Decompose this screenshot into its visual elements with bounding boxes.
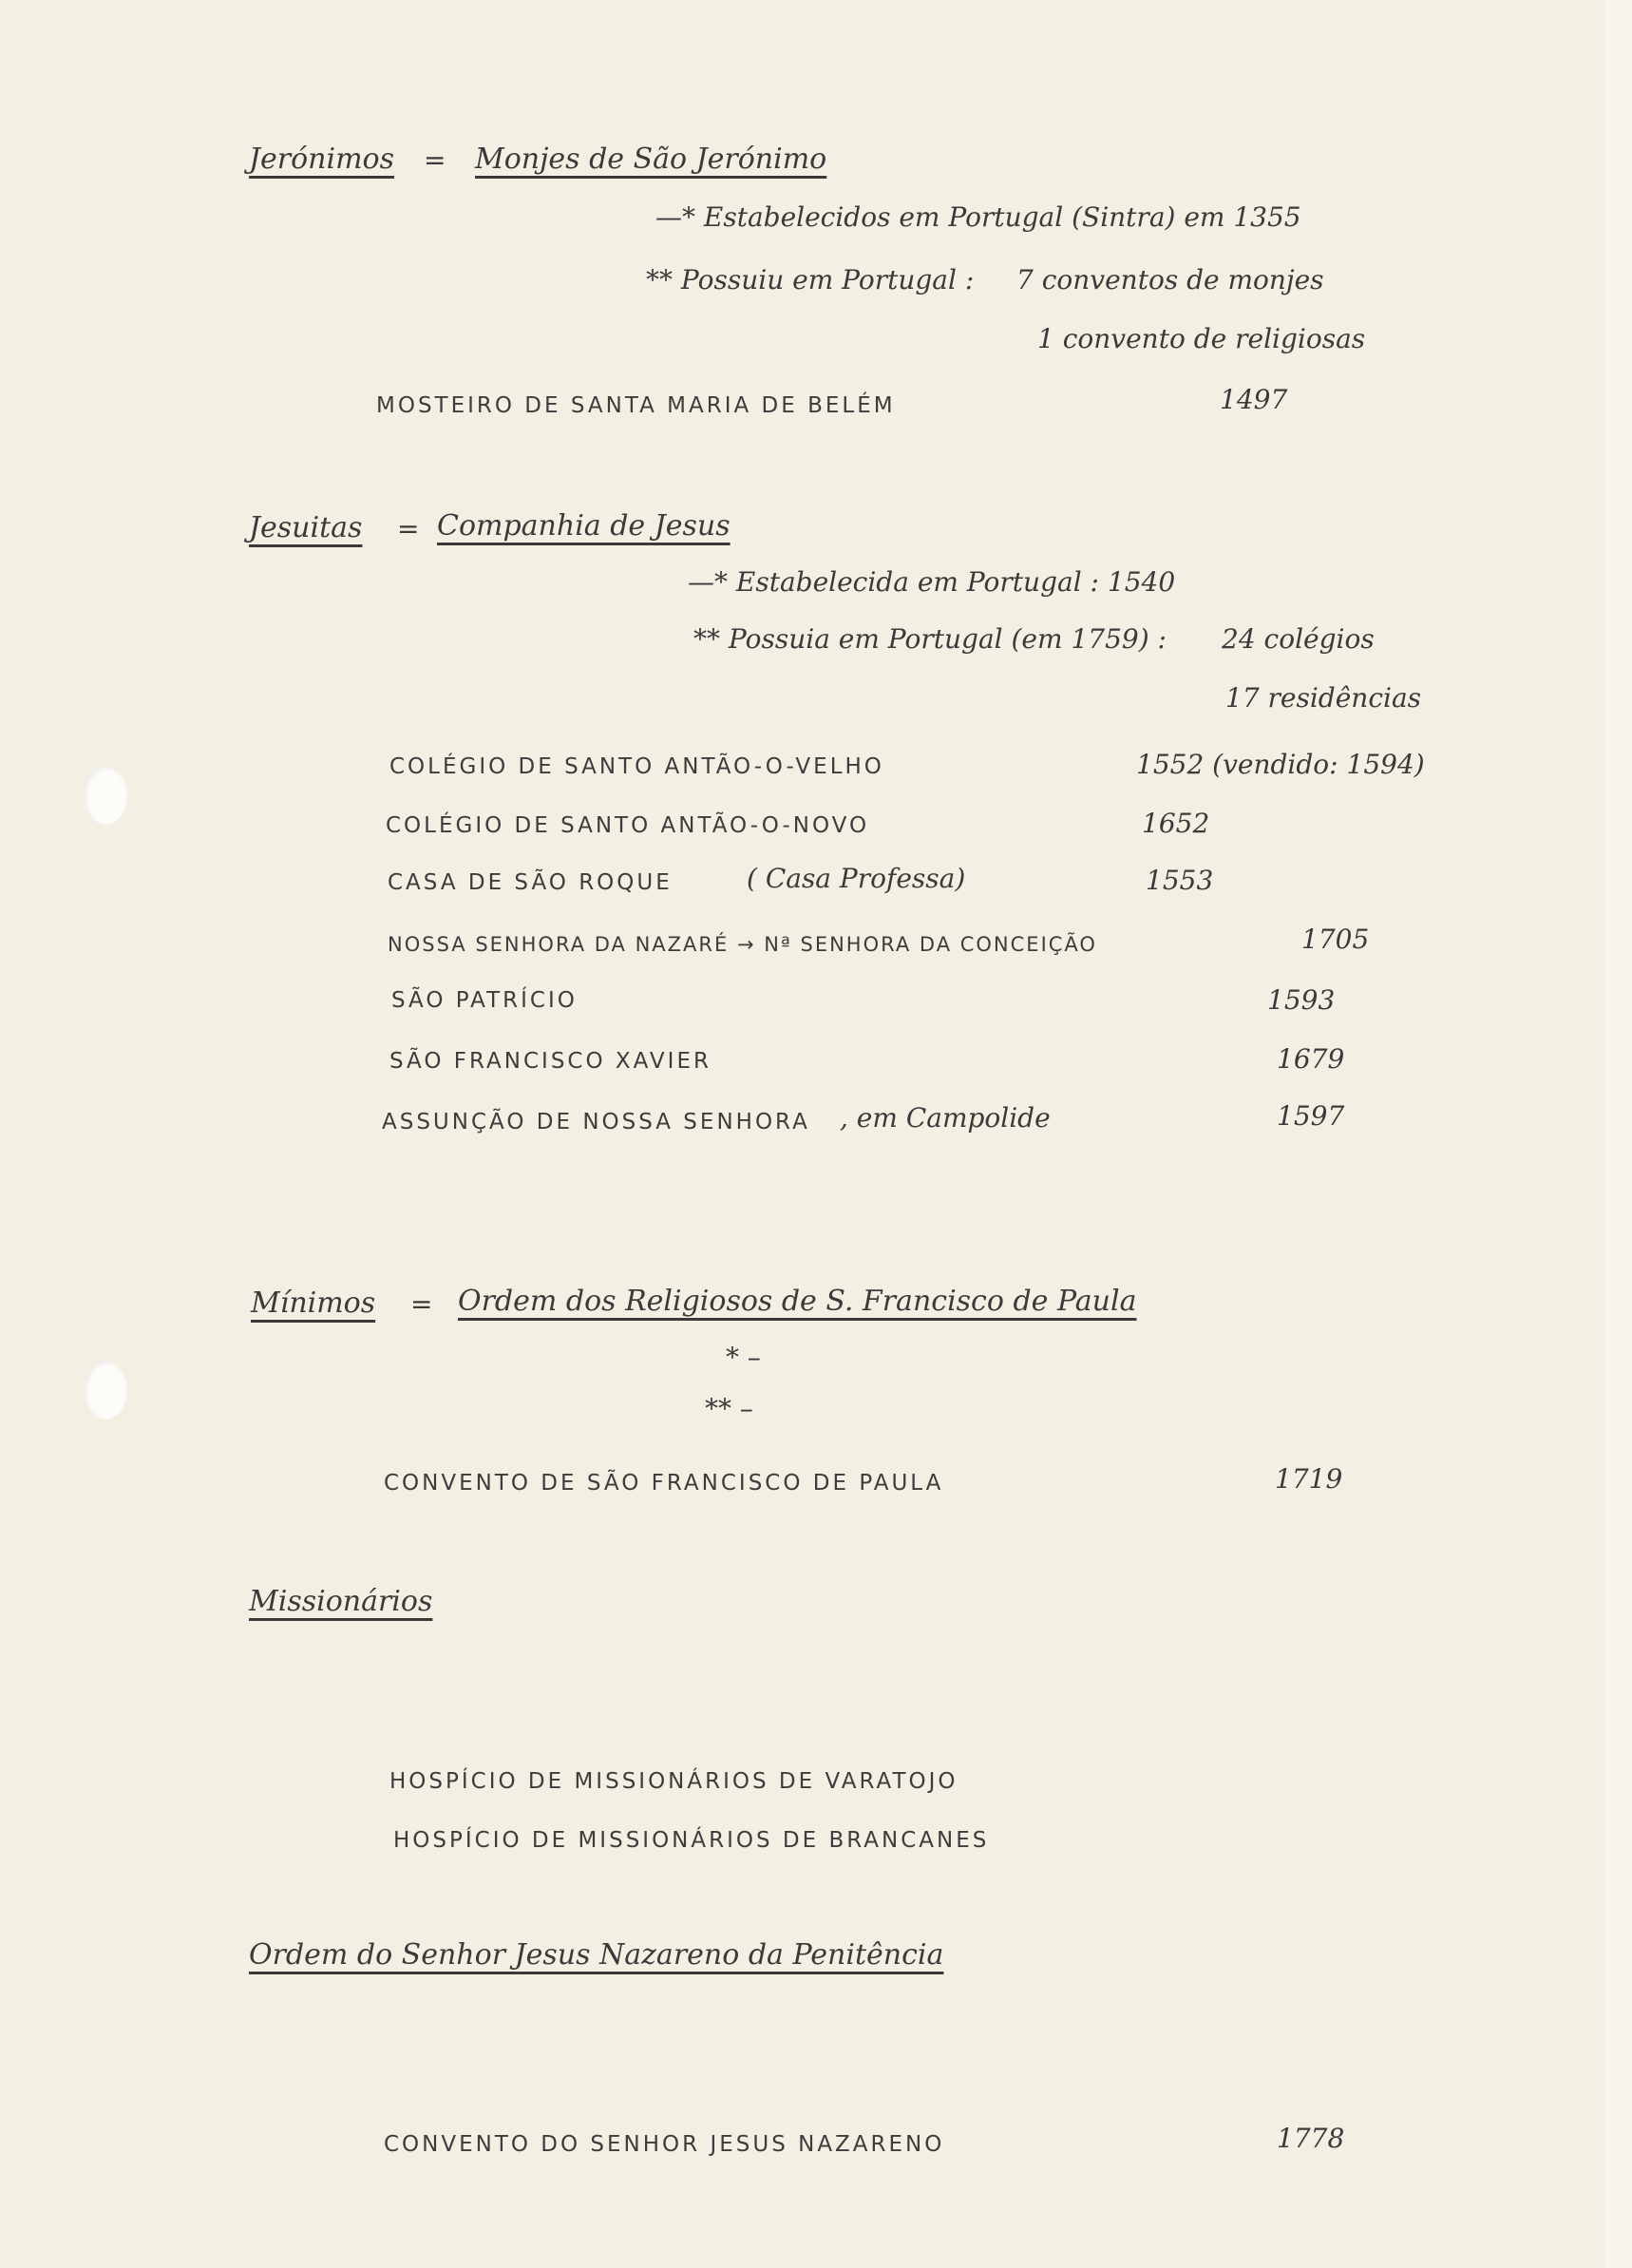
heading-minimos-full: Ordem dos Religiosos de S. Francisco de Paula <box>458 1285 1137 1318</box>
entry-name: MOSTEIRO DE SANTA MARIA DE BELÉM <box>376 393 896 418</box>
heading-jeronimos: Jerónimos <box>249 143 395 176</box>
punch-hole-top <box>84 766 127 825</box>
note-established: * – <box>726 1342 761 1373</box>
entry-name: CONVENTO DO SENHOR JESUS NAZARENO <box>384 2132 945 2157</box>
note-possessions-a: 7 conventos de monjes <box>1016 264 1324 295</box>
heading-separator: = <box>397 513 420 544</box>
note-possessions: ** Possuia em Portugal (em 1759) : <box>693 623 1167 655</box>
list-item-year: 1597 <box>1277 1100 1345 1132</box>
note-possessions-a: 24 colégios <box>1222 623 1375 655</box>
heading-jeronimos-full: Monjes de São Jerónimo <box>475 143 827 176</box>
note-established: —* Estabelecidos em Portugal (Sintra) em 1355 <box>655 201 1301 233</box>
list-item: COLÉGIO DE SANTO ANTÃO-O-NOVO <box>386 813 870 838</box>
paper-edge <box>1605 0 1632 2268</box>
heading-minimos: Mínimos <box>251 1286 376 1320</box>
note-possessions: ** – <box>705 1393 753 1424</box>
list-item: COLÉGIO DE SANTO ANTÃO-O-VELHO <box>389 754 884 779</box>
entry-year: 1778 <box>1277 2123 1345 2154</box>
heading-separator: = <box>424 144 446 176</box>
list-item-year: 1705 <box>1301 924 1370 955</box>
list-item: SÃO PATRÍCIO <box>391 988 578 1013</box>
list-item-extra: ( Casa Professa) <box>747 863 966 894</box>
heading-jesuitas-full: Companhia de Jesus <box>437 509 731 543</box>
list-item: HOSPÍCIO DE MISSIONÁRIOS DE BRANCANES <box>393 1828 990 1853</box>
heading-missionarios: Missionários <box>249 1585 433 1618</box>
entry-year: 1497 <box>1220 384 1288 415</box>
note-established: —* Estabelecida em Portugal : 1540 <box>688 566 1176 598</box>
list-item: ASSUNÇÃO DE NOSSA SENHORA <box>382 1110 810 1134</box>
list-item-year: 1552 (vendido: 1594) <box>1136 749 1425 780</box>
heading-jesuitas: Jesuitas <box>249 511 363 544</box>
list-item: HOSPÍCIO DE MISSIONÁRIOS DE VARATOJO <box>389 1769 958 1794</box>
punch-hole-bottom <box>84 1361 127 1420</box>
note-possessions: ** Possuiu em Portugal : <box>646 264 975 295</box>
heading-nazareno: Ordem do Senhor Jesus Nazareno da Penitência <box>249 1938 944 1972</box>
heading-separator: = <box>410 1288 433 1320</box>
list-item: SÃO FRANCISCO XAVIER <box>389 1049 712 1074</box>
list-item: CASA DE SÃO ROQUE <box>388 870 673 895</box>
list-item-extra: , em Campolide <box>840 1102 1051 1134</box>
note-possessions-b: 17 residências <box>1225 682 1422 714</box>
entry-year: 1719 <box>1275 1463 1343 1495</box>
list-item-year: 1593 <box>1267 984 1336 1016</box>
list-item-year: 1652 <box>1142 808 1210 839</box>
list-item: NOSSA SENHORA DA NAZARÉ → Nª SENHORA DA CONCEIÇÃO <box>388 933 1097 956</box>
note-possessions-b: 1 convento de religiosas <box>1037 323 1366 354</box>
list-item-year: 1679 <box>1277 1043 1345 1075</box>
entry-name: CONVENTO DE SÃO FRANCISCO DE PAULA <box>384 1471 944 1496</box>
list-item-year: 1553 <box>1146 865 1214 896</box>
